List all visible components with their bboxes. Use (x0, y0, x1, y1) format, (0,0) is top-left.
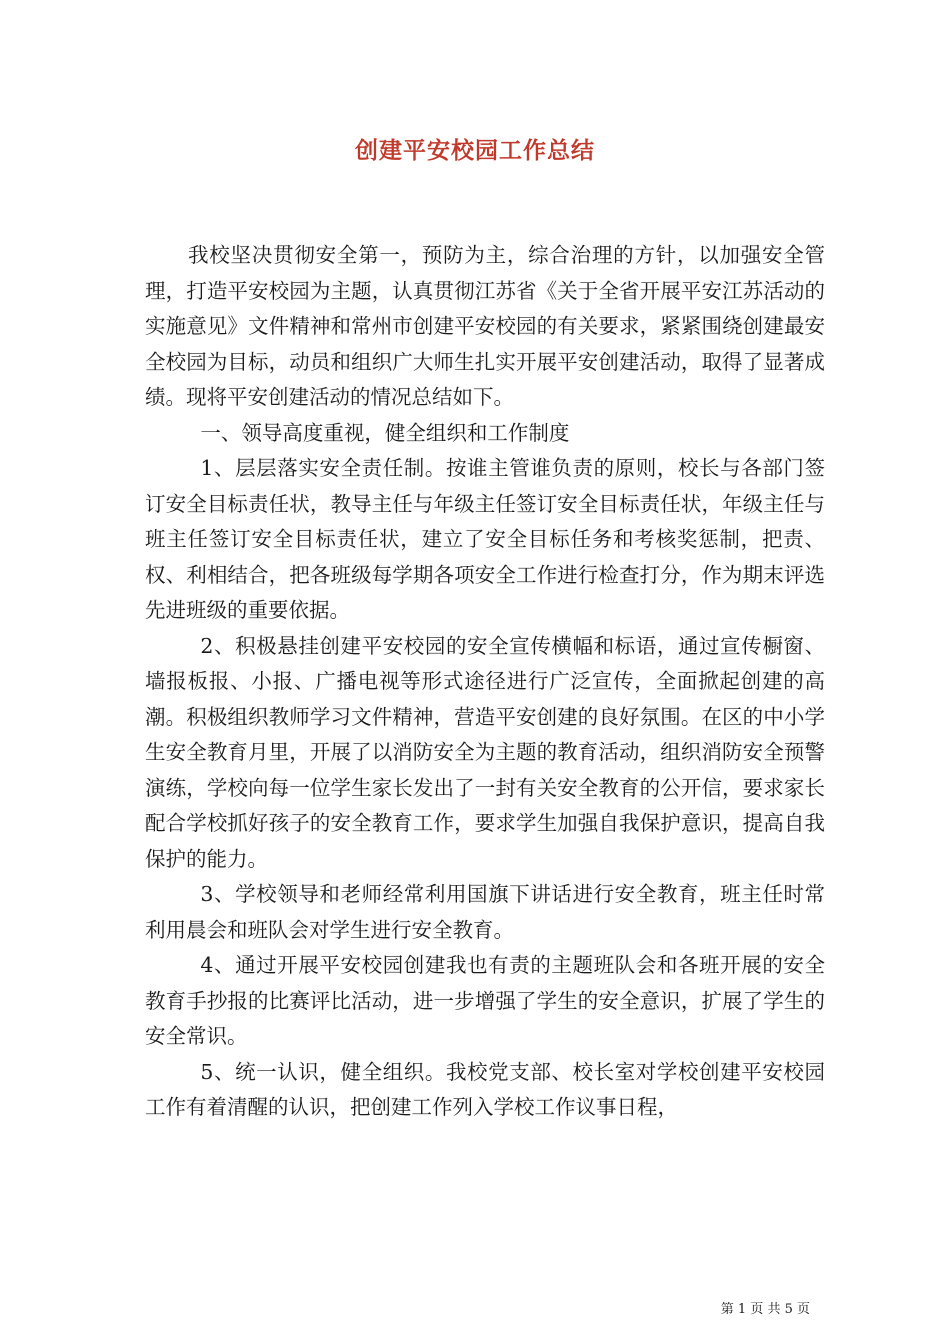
item-paragraph-3: 3、学校领导和老师经常利用国旗下讲话进行安全教育，班主任时常利用晨会和班队会对学生进行安全教育。 (145, 882, 825, 942)
item-paragraph-5: 5、统一认识，健全组织。我校党支部、校长室对学校创建平安校园工作有着清醒的认识，把创建工作列入学校工作议事日程， (145, 1059, 825, 1119)
intro-paragraph: 我校坚决贯彻安全第一，预防为主，综合治理的方针，以加强安全管理，打造平安校园为主题，认真贯彻江苏省《关于全省开展平安江苏活动的实施意见》文件精神和常州市创建平安校园的有关要求，紧紧围绕创建最安全校园为目标，动员和组织广大师生扎实开展平安创建活动，取得了显著成绩。现将平安创建活动的情况总结如下。 (145, 243, 825, 409)
document-title: 创建平安校园工作总结 (355, 137, 595, 164)
item-paragraph-2: 2、积极悬挂创建平安校园的安全宣传横幅和标语，通过宣传橱窗、墙报板报、小报、广播电视等形式途径进行广泛宣传，全面掀起创建的高潮。积极组织教师学习文件精神，营造平安创建的良好氛围。在区的中小学生安全教育月里，开展了以消防安全为主题的教育活动，组织消防安全预警演练，学校向每一位学生家长发出了一封有关安全教育的公开信，要求家长配合学校抓好孩子的安全教育工作，要求学生加强自我保护意识，提高自我保护的能力。 (145, 633, 825, 871)
item-paragraph-4: 4、通过开展平安校园创建我也有责的主题班队会和各班开展的安全教育手抄报的比赛评比活动，进一步增强了学生的安全意识，扩展了学生的安全常识。 (145, 953, 825, 1048)
item-paragraph-1: 1、层层落实安全责任制。按谁主管谁负责的原则，校长与各部门签订安全目标责任状，教导主任与年级主任签订安全目标责任状，年级主任与班主任签订安全目标责任状，建立了安全目标任务和考核奖惩制，把责、权、利相结合，把各班级每学期各项安全工作进行检查打分，作为期末评选先进班级的重要依据。 (145, 456, 825, 622)
page-number: 第 1 页 共 5 页 (720, 1302, 810, 1317)
section-heading: 一、领导高度重视，健全组织和工作制度 (200, 420, 570, 445)
document-body (145, 238, 825, 1126)
